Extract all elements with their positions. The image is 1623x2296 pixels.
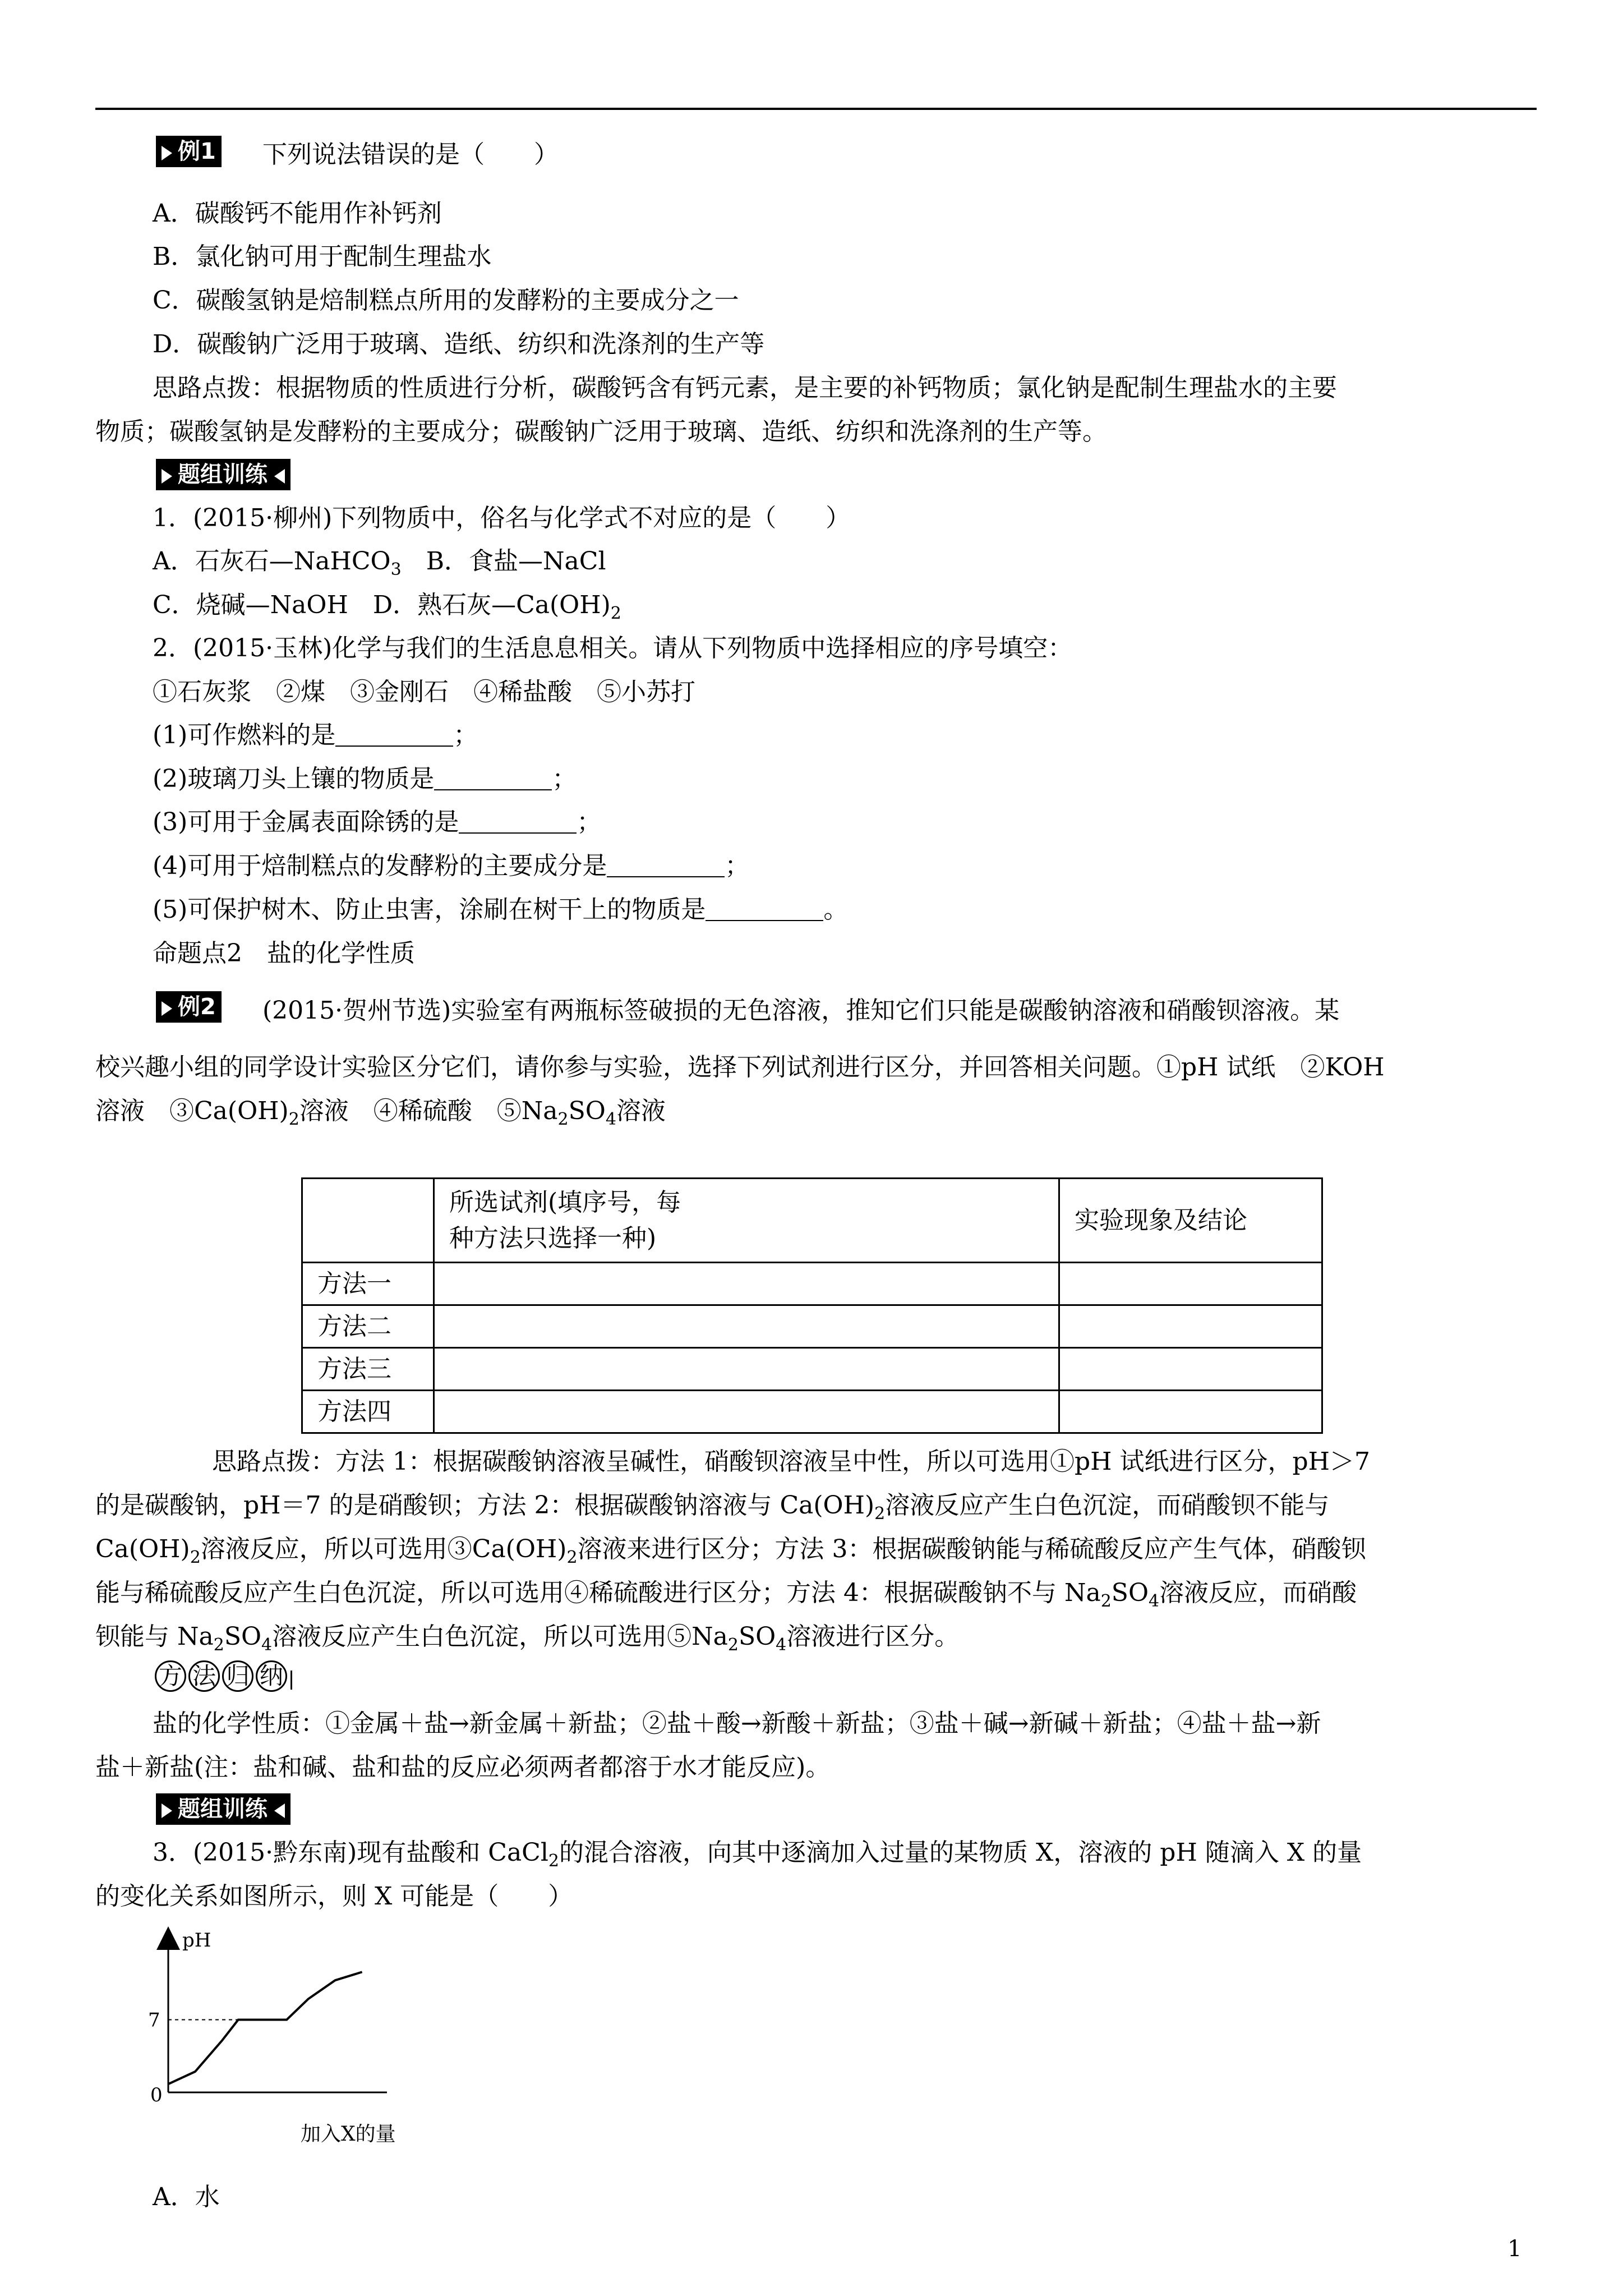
table-cell-result[interactable] — [1059, 1263, 1322, 1305]
question-2-choices: ①石灰浆 ②煤 ③金刚石 ④稀盐酸 ⑤小苏打 — [153, 678, 695, 706]
analysis-2-line-3: $Ca(OH)_2$溶液反应，所以可选用$③Ca(OH)_2$溶液来进行区分；方法 3：根据碳酸钠能与稀硫酸反应产生气体，硝酸钡 — [95, 1535, 1366, 1567]
question-1-options-line-2: C．烧碱—NaOH D．熟石灰$—Ca(OH)_2$ — [153, 591, 621, 623]
method-summary-badge: 方 法 归 纳 — [155, 1660, 292, 1692]
y-tick-0: 0 — [150, 2084, 163, 2106]
example-2-line-3: 溶液 $③Ca(OH)_2$溶液 ④稀硫酸 $⑤Na_2SO_4$溶液 — [95, 1097, 666, 1129]
question-3-option-a: A．水 — [153, 2183, 220, 2211]
table-row-label: 方法二 — [302, 1305, 434, 1348]
example-2-line-2: 校兴趣小组的同学设计实验区分它们，请你参与实验，选择下列试剂进行区分，并回答相关问题。①pH 试纸 ②KOH — [95, 1053, 1385, 1082]
question-3-line-2: 的变化关系如图所示，则 X 可能是（ ） — [95, 1882, 573, 1911]
training-tag-2: 题组训练 — [156, 1793, 291, 1825]
ph-chart — [140, 1924, 465, 2154]
table-header-reagent: 所选试剂(填序号，每 种方法只选择一种) — [434, 1179, 1059, 1263]
question-3-line-1: 3．(2015·黔东南)现有盐酸和 CaCl$_2$的混合溶液，向其中逐滴加入过量的某物质 X，溶液的 pH 随滴入 X 的量 — [153, 1838, 1362, 1871]
analysis-2-line-5: 钡能与 $Na_2SO_4$溶液反应产生白色沉淀，所以可选用$⑤Na_2SO_4$溶液进行区分。 — [95, 1622, 960, 1655]
analysis-2-line-2: 的是碳酸钠，pH＝7 的是硝酸钡；方法 2：根据碳酸钠溶液与 $Ca(OH)_2$溶液反应产生白色沉淀，而硝酸钡不能与 — [95, 1491, 1330, 1524]
table-cell-result[interactable] — [1059, 1305, 1322, 1348]
question-2-item-3: (3)可用于金属表面除锈的是 ； — [153, 808, 602, 836]
example-2-line-1: (2015·贺州节选)实验室有两瓶标签破损的无色溶液，推知它们只能是碳酸钠溶液和硝酸钡溶液。某 — [262, 996, 1340, 1025]
table-row-label: 方法四 — [302, 1391, 434, 1433]
example-1-analysis-line-2: 物质；碳酸氢钠是发酵粉的主要成分；碳酸钠广泛用于玻璃、造纸、纺织和洗涤剂的生产等。 — [95, 417, 1107, 446]
example-2-tag: 例2 — [156, 991, 222, 1023]
header-rule — [95, 108, 1537, 110]
question-2-item-2: (2)玻璃刀头上镶的物质是 ； — [153, 765, 577, 793]
question-1-stem: 1．(2015·柳州)下列物质中，俗名与化学式不对应的是（ ） — [153, 504, 851, 532]
page-number: 1 — [1507, 2236, 1522, 2262]
table-cell-reagent[interactable] — [434, 1263, 1059, 1305]
option-b: B．氯化钠可用于配制生理盐水 — [153, 242, 492, 271]
question-2-item-4: (4)可用于焙制糕点的发酵粉的主要成分是 ； — [153, 852, 750, 880]
answer-blank-2[interactable] — [434, 767, 552, 790]
question-2-item-1: (1)可作燃料的是 ； — [153, 721, 478, 749]
option-c: C．碳酸氢钠是焙制糕点所用的发酵粉的主要成分之一 — [153, 286, 739, 315]
table-cell-reagent[interactable] — [434, 1348, 1059, 1391]
answer-blank-5[interactable] — [706, 898, 823, 921]
example-1-analysis-line-1: 思路点拨：根据物质的性质进行分析，碳酸钙含有钙元素，是主要的补钙物质；氯化钠是配制生理盐水的主要 — [153, 374, 1337, 402]
table-cell-reagent[interactable] — [434, 1391, 1059, 1433]
answer-blank-1[interactable] — [335, 723, 453, 747]
section-2-title: 命题点2 盐的化学性质 — [153, 939, 415, 968]
method-table — [301, 1177, 1323, 1434]
method-summary-line-2: 盐＋新盐(注：盐和碱、盐和盐的反应必须两者都溶于水才能反应)。 — [95, 1753, 831, 1782]
table-corner-cell — [302, 1179, 434, 1263]
analysis-2-line-4: 能与稀硫酸反应产生白色沉淀，所以可选用④稀硫酸进行区分；方法 4：根据碳酸钠不与 $Na_2SO_4$溶液反应，而硝酸 — [95, 1579, 1357, 1611]
question-2-item-5: (5)可保护树木、防止虫害，涂刷在树干上的物质是 。 — [153, 895, 849, 924]
method-summary-line-1: 盐的化学性质：①金属＋盐→新金属＋新盐；②盐＋酸→新酸＋新盐；③盐＋碱→新碱＋新盐；④盐＋盐→新 — [153, 1709, 1321, 1738]
table-cell-result[interactable] — [1059, 1348, 1322, 1391]
x-axis-label: 加入X的量 — [301, 2123, 396, 2146]
table-row-label: 方法一 — [302, 1263, 434, 1305]
table-row-label: 方法三 — [302, 1348, 434, 1391]
answer-blank-3[interactable] — [459, 810, 577, 834]
option-a: A．碳酸钙不能用作补钙剂 — [153, 199, 442, 228]
y-axis-label: pH — [182, 1929, 211, 1952]
table-header-result: 实验现象及结论 — [1059, 1179, 1322, 1263]
example-1-question: 下列说法错误的是（ ） — [262, 140, 559, 169]
answer-blank-4[interactable] — [607, 854, 725, 877]
y-tick-7: 7 — [148, 2009, 160, 2032]
down-arrow-icon — [291, 1671, 292, 1690]
table-cell-reagent[interactable] — [434, 1305, 1059, 1348]
table-cell-result[interactable] — [1059, 1391, 1322, 1433]
ph-curve — [168, 1972, 362, 2084]
option-d: D．碳酸钠广泛用于玻璃、造纸、纺织和洗涤剂的生产等 — [153, 330, 765, 358]
question-1-options-line-1: A．石灰石—NaHCO$_3$ B．食盐—NaCl — [153, 547, 606, 579]
example-1-tag: 例1 — [156, 136, 222, 167]
training-tag-1: 题组训练 — [156, 459, 291, 490]
analysis-2-line-1: 思路点拨：方法 1：根据碳酸钠溶液呈碱性，硝酸钡溶液呈中性，所以可选用①pH 试纸进行区分，pH＞7 — [212, 1447, 1371, 1476]
question-2-stem: 2．(2015·玉林)化学与我们的生活息息相关。请从下列物质中选择相应的序号填空： — [153, 634, 1073, 662]
